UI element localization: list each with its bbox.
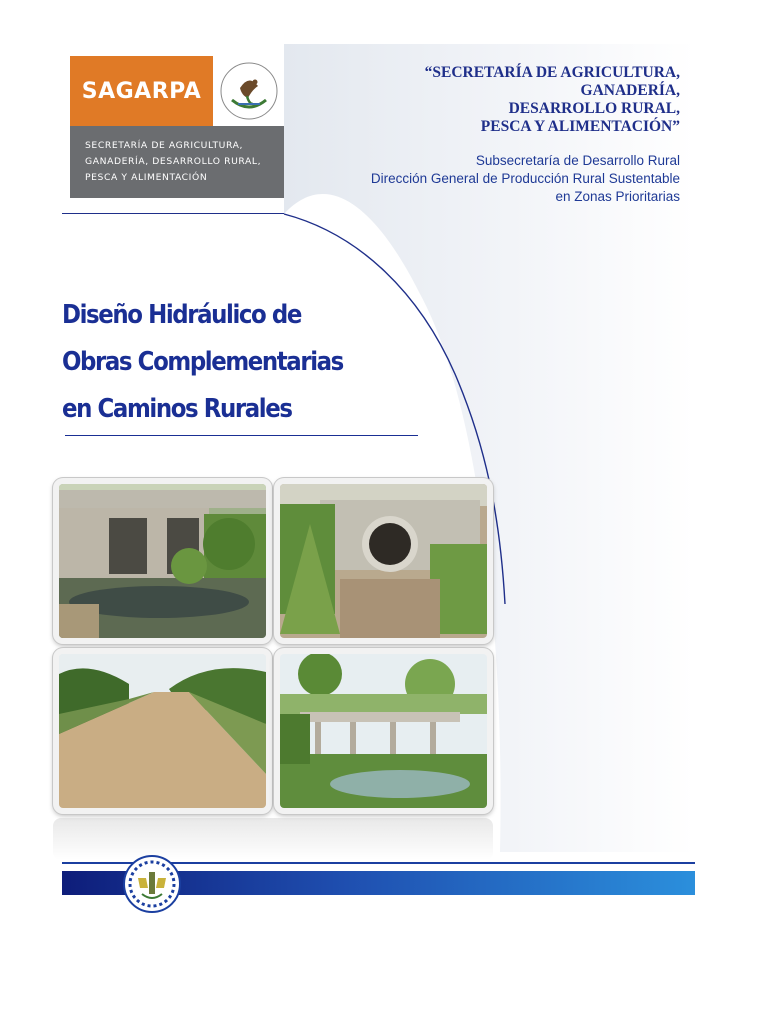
logo-subtitle-line: PESCA Y ALIMENTACIÓN [85, 172, 208, 183]
logo-subtitle-line: GANADERÍA, DESARROLLO RURAL, [85, 156, 262, 167]
photo-box-culvert [53, 478, 272, 644]
sub-department-line: en Zonas Prioritarias [555, 189, 680, 204]
sub-department-line: Dirección General de Producción Rural Sustentable [370, 171, 680, 186]
ministry-line: “SECRETARÍA DE AGRICULTURA, [424, 64, 680, 81]
photo-small-bridge [274, 648, 493, 814]
mexico-seal-icon [213, 56, 284, 126]
ministry-line: DESARROLLO RURAL, [508, 100, 680, 117]
title-line: Obras Complementarias [62, 347, 343, 377]
sub-department [320, 152, 680, 206]
title-divider [65, 435, 418, 436]
header-institution [320, 64, 680, 206]
photo-pipe-culvert [274, 478, 493, 644]
logo-subtitle [70, 126, 284, 198]
document-title [62, 292, 422, 433]
ministry-line: GANADERÍA, [580, 82, 680, 99]
ministry-line: PESCA Y ALIMENTACIÓN” [480, 118, 680, 135]
title-line: en Caminos Rurales [62, 394, 292, 424]
institution-emblem-icon [122, 854, 182, 914]
logo-name-panel [70, 56, 213, 126]
logo-subtitle-line: SECRETARÍA DE AGRICULTURA, [85, 140, 244, 151]
title-line: Diseño Hidráulico de [62, 300, 302, 330]
header-divider [62, 213, 284, 214]
sub-department-line: Subsecretaría de Desarrollo Rural [475, 153, 680, 168]
photo-rural-road [53, 648, 272, 814]
sagarpa-logo [70, 56, 284, 198]
photo-reflection [53, 818, 493, 860]
logo-name: SAGARPA [81, 78, 202, 104]
